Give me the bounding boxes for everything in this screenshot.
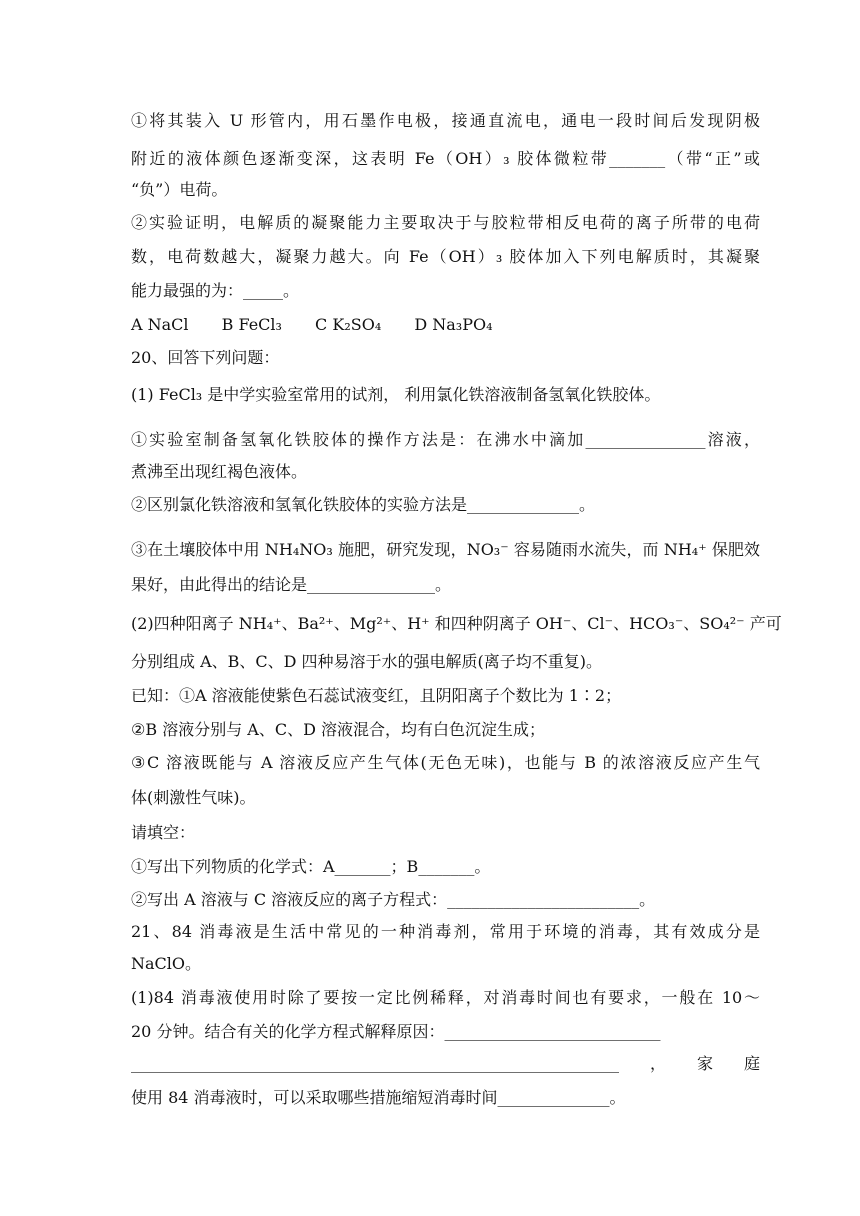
q19-options — [131, 315, 760, 335]
q19-part1-line2: 附近的液体颜色逐渐变深，这表明 Fe（OH）₃ 胶体微粒带_______（带“正”或 — [131, 149, 760, 168]
q20-a-line2: 煮沸至出现红褐色液体。 — [131, 462, 308, 481]
q20-fill2: ②写出 A 溶液与 C 溶液反应的离子方程式：________________________。 — [131, 890, 656, 909]
option-b: B FeCl₃ — [221, 315, 282, 334]
q21-title-line1: 21、84 消毒液是生活中常见的一种消毒剂，常用于环境的消毒，其有效成分是 — [131, 922, 760, 941]
q21-part1-line4: 使用 84 消毒液时，可以采取哪些措施缩短消毒时间______________。 — [131, 1088, 626, 1107]
q20-fill-label: 请填空： — [131, 823, 196, 842]
q19-part1-line1: ①将其装入 U 形管内，用石墨作电极，接通直流电，通电一段时间后发现阴极 — [131, 111, 760, 130]
q20-known3-line1: ③C 溶液既能与 A 溶液反应产生气体(无色无味)，也能与 B 的浓溶液反应产生气 — [131, 753, 760, 772]
q20-part1: (1) FeCl₃ 是中学实验室常用的试剂， 利用氯化铁溶液制备氢氧化铁胶体。 — [131, 385, 661, 404]
q19-part1-line3: “负”）电荷。 — [131, 180, 228, 199]
q20-known1: 已知：①A 溶液能使紫色石蕊试液变红，且阴阳离子个数比为 1∶2； — [131, 686, 622, 705]
q20-part2-line2: 分别组成 A、B、C、D 四种易溶于水的强电解质(离子均不重复)。 — [131, 652, 603, 671]
q20-known3-line2: 体(刺激性气味)。 — [131, 788, 256, 807]
q19-part2-line1: ②实验证明，电解质的凝聚能力主要取决于与胶粒带相反电荷的离子所带的电荷 — [131, 213, 760, 232]
q20-b: ②区别氯化铁溶液和氢氧化铁胶体的实验方法是______________。 — [131, 495, 596, 514]
q20-c-line2: 果好，由此得出的结论是________________。 — [131, 575, 452, 594]
option-a: A NaCl — [131, 315, 189, 334]
q21-part1-line3: _____________________________________________________________，家庭 — [131, 1054, 760, 1073]
q20-title: 20、回答下列问题： — [131, 348, 280, 367]
q21-part1-line2: 20 分钟。结合有关的化学方程式解释原因：___________________________ — [131, 1022, 661, 1041]
q20-c-line1: ③在土壤胶体中用 NH₄NO₃ 施肥，研究发现，NO₃⁻ 容易随雨水流失，而 NH₄⁺ 保肥效 — [131, 540, 760, 559]
option-c: C K₂SO₄ — [315, 315, 382, 334]
option-d: D Na₃PO₄ — [414, 315, 493, 334]
q19-part2-line3: 能力最强的为：_____。 — [131, 281, 300, 300]
q21-part1-line1: (1)84 消毒液使用时除了要按一定比例稀释，对消毒时间也有要求，一般在 10～ — [131, 988, 760, 1007]
q20-known2: ②B 溶液分别与 A、C、D 溶液混合，均有白色沉淀生成； — [131, 720, 545, 739]
q20-a-line1: ①实验室制备氢氧化铁胶体的操作方法是：在沸水中滴加_______________溶液， — [131, 430, 760, 449]
q19-part2-line2: 数，电荷数越大，凝聚力越大。向 Fe（OH）₃ 胶体加入下列电解质时，其凝聚 — [131, 247, 760, 266]
q20-part2-line1: (2)四种阳离子 NH₄⁺、Ba²⁺、Mg²⁺、H⁺ 和四种阴离子 OH⁻、Cl⁻、HCO₃⁻、SO₄²⁻ 产可 — [131, 614, 782, 633]
q20-fill1: ①写出下列物质的化学式：A_______；B_______。 — [131, 857, 491, 876]
q21-title-line2: NaClO。 — [131, 954, 202, 973]
